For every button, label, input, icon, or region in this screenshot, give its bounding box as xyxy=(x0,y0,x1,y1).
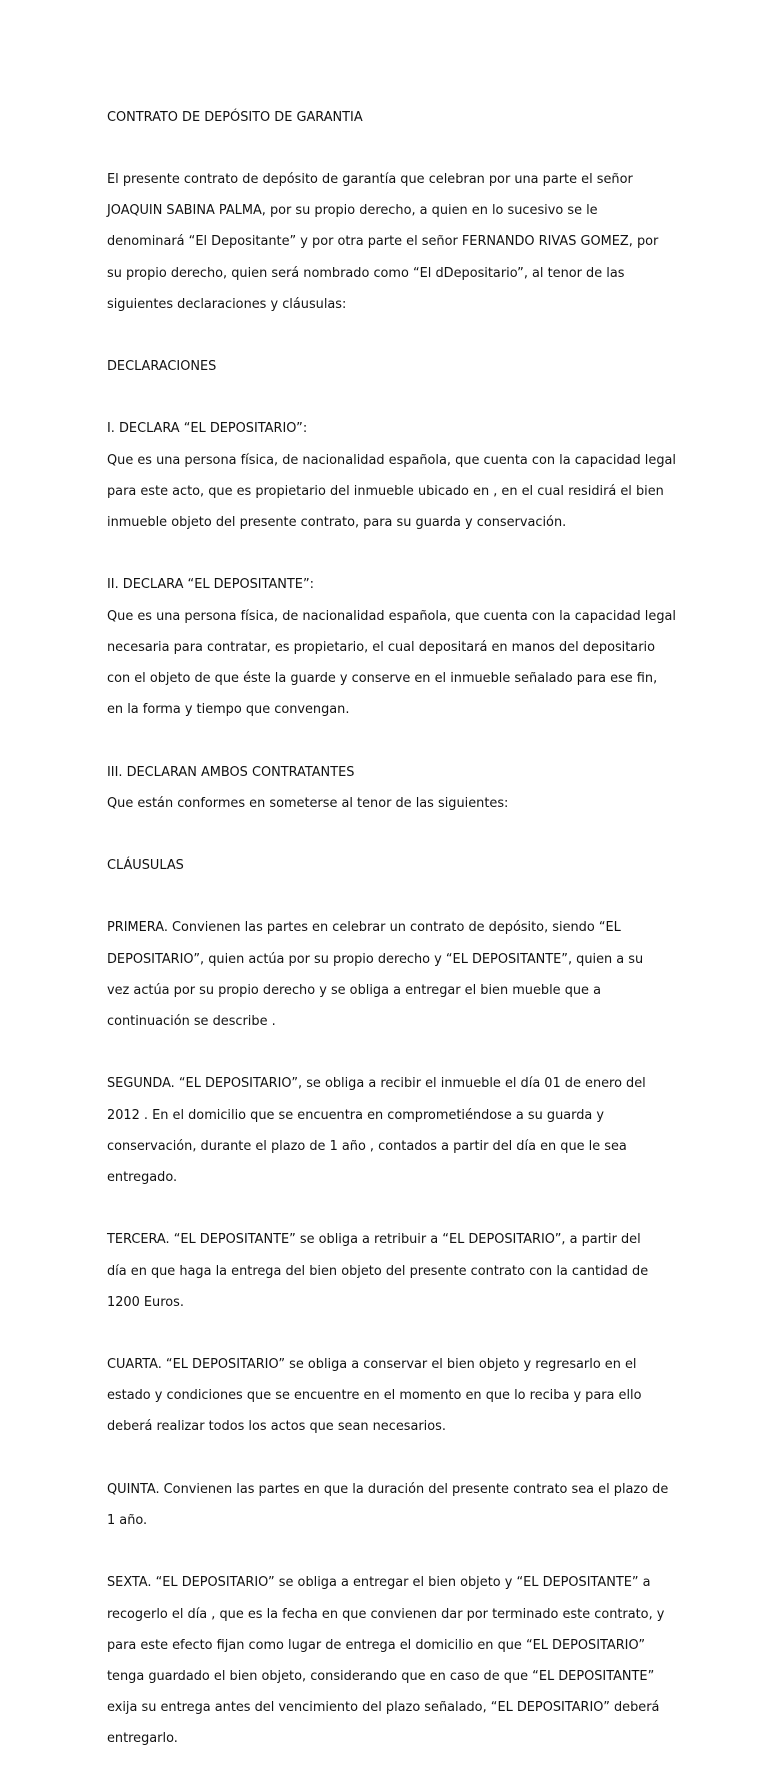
clausula-line: PRIMERA. Convienen las partes en celebrar un contrato de depósito, siendo “EL xyxy=(107,920,621,936)
declaracion-line: necesaria para contratar, es propietario, el cual depositará en manos del depositario xyxy=(107,639,655,655)
intro-paragraph xyxy=(107,156,667,328)
clausula-line: CUARTA. “EL DEPOSITARIO” se obliga a conservar el bien objeto y regresarlo en el xyxy=(107,1357,637,1373)
intro-line: denominará “El Depositante” y por otra parte el señor FERNANDO RIVAS GOMEZ, por xyxy=(107,234,659,250)
clausula-line: entregarlo. xyxy=(107,1731,178,1747)
clausula-line: continuación se describe . xyxy=(107,1014,276,1030)
intro-line: siguientes declaraciones y cláusulas: xyxy=(107,296,347,312)
clausula-line: DEPOSITARIO”, quien actúa por su propio derecho y “EL DEPOSITANTE”, quien a su xyxy=(107,951,644,967)
clausula-tercera xyxy=(107,1217,667,1326)
intro-line: JOAQUIN SABINA PALMA, por su propio derecho, a quien en lo sucesivo se le xyxy=(107,203,598,219)
clausula-line: SEGUNDA. “EL DEPOSITARIO”, se obliga a recibir el inmueble el día 01 de enero del xyxy=(107,1076,646,1092)
clausula-line: vez actúa por su propio derecho y se obliga a entregar el bien mueble que a xyxy=(107,982,601,998)
declaracion-line: II. DECLARA “EL DEPOSITANTE”: xyxy=(107,577,314,593)
clausula-line: tenga guardado el bien objeto, considerando que en caso de que “EL DEPOSITANTE” xyxy=(107,1668,655,1684)
declaracion-line: Que es una persona física, de nacionalidad española, que cuenta con la capacidad legal xyxy=(107,608,676,624)
clausula-line: QUINTA. Convienen las partes en que la duración del presente contrato sea el plazo de xyxy=(107,1481,669,1497)
clausula-line: TERCERA. “EL DEPOSITANTE” se obliga a retribuir a “EL DEPOSITARIO”, a partir del xyxy=(107,1232,641,1248)
title-line: CONTRATO DE DEPÓSITO DE GARANTIA xyxy=(107,109,363,125)
declaracion-3-paragraph xyxy=(107,749,667,827)
clausula-line: para este efecto fijan como lugar de entrega el domicilio en que “EL DEPOSITARIO” xyxy=(107,1637,646,1653)
document-page xyxy=(107,94,676,1778)
clausula-line: día en que haga la entrega del bien objeto del presente contrato con la cantidad de xyxy=(107,1263,649,1279)
clausula-line: 1 año. xyxy=(107,1513,148,1529)
clausula-line: 1200 Euros. xyxy=(107,1294,184,1310)
clausula-cuarta xyxy=(107,1342,667,1451)
declaracion-line: con el objeto de que éste la guarde y conserve en el inmueble señalado para ese fin, xyxy=(107,670,658,686)
declaracion-line: en la forma y tiempo que convengan. xyxy=(107,702,350,718)
declaracion-line: Que están conformes en someterse al tenor de las siguientes: xyxy=(107,795,509,811)
declaracion-line: III. DECLARAN AMBOS CONTRATANTES xyxy=(107,764,355,780)
declaracion-line: Que es una persona física, de nacionalidad española, que cuenta con la capacidad legal xyxy=(107,452,676,468)
clausula-line: deberá realizar todos los actos que sean necesarios. xyxy=(107,1419,446,1435)
intro-line: su propio derecho, quien será nombrado como “El dDepositario”, al tenor de las xyxy=(107,265,625,281)
declaracion-line: I. DECLARA “EL DEPOSITARIO”: xyxy=(107,421,308,437)
intro-line: El presente contrato de depósito de garantía que celebran por una parte el señor xyxy=(107,171,633,187)
declaracion-line: para este acto, que es propietario del inmueble ubicado en , en el cual residirá el bien xyxy=(107,483,664,499)
declaraciones-heading xyxy=(107,344,667,391)
declaracion-line: inmueble objeto del presente contrato, para su guarda y conservación. xyxy=(107,515,567,531)
clausula-segunda xyxy=(107,1061,667,1201)
clausula-primera xyxy=(107,905,667,1045)
document-title xyxy=(107,94,667,141)
declaracion-2-paragraph xyxy=(107,562,676,734)
section-heading: DECLARACIONES xyxy=(107,359,217,375)
clausulas-heading xyxy=(107,843,667,890)
clausula-line: SEXTA. “EL DEPOSITARIO” se obliga a entregar el bien objeto y “EL DEPOSITANTE” a xyxy=(107,1575,651,1591)
clausula-line: entregado. xyxy=(107,1169,178,1185)
declaracion-1-paragraph xyxy=(107,406,676,546)
clausula-line: estado y condiciones que se encuentre en el momento en que lo reciba y para ello xyxy=(107,1388,642,1404)
clausula-line: recogerlo el día , que es la fecha en que convienen dar por terminado este contrato, y xyxy=(107,1606,665,1622)
clausula-sexta xyxy=(107,1560,667,1763)
clausula-line: conservación, durante el plazo de 1 año , contados a partir del día en que le sea xyxy=(107,1138,627,1154)
clausula-line: exija su entrega antes del vencimiento del plazo señalado, “EL DEPOSITARIO” deberá xyxy=(107,1700,660,1716)
section-heading: CLÁUSULAS xyxy=(107,858,184,874)
clausula-quinta xyxy=(107,1466,667,1544)
clausula-line: 2012 . En el domicilio que se encuentra en comprometiéndose a su guarda y xyxy=(107,1107,605,1123)
